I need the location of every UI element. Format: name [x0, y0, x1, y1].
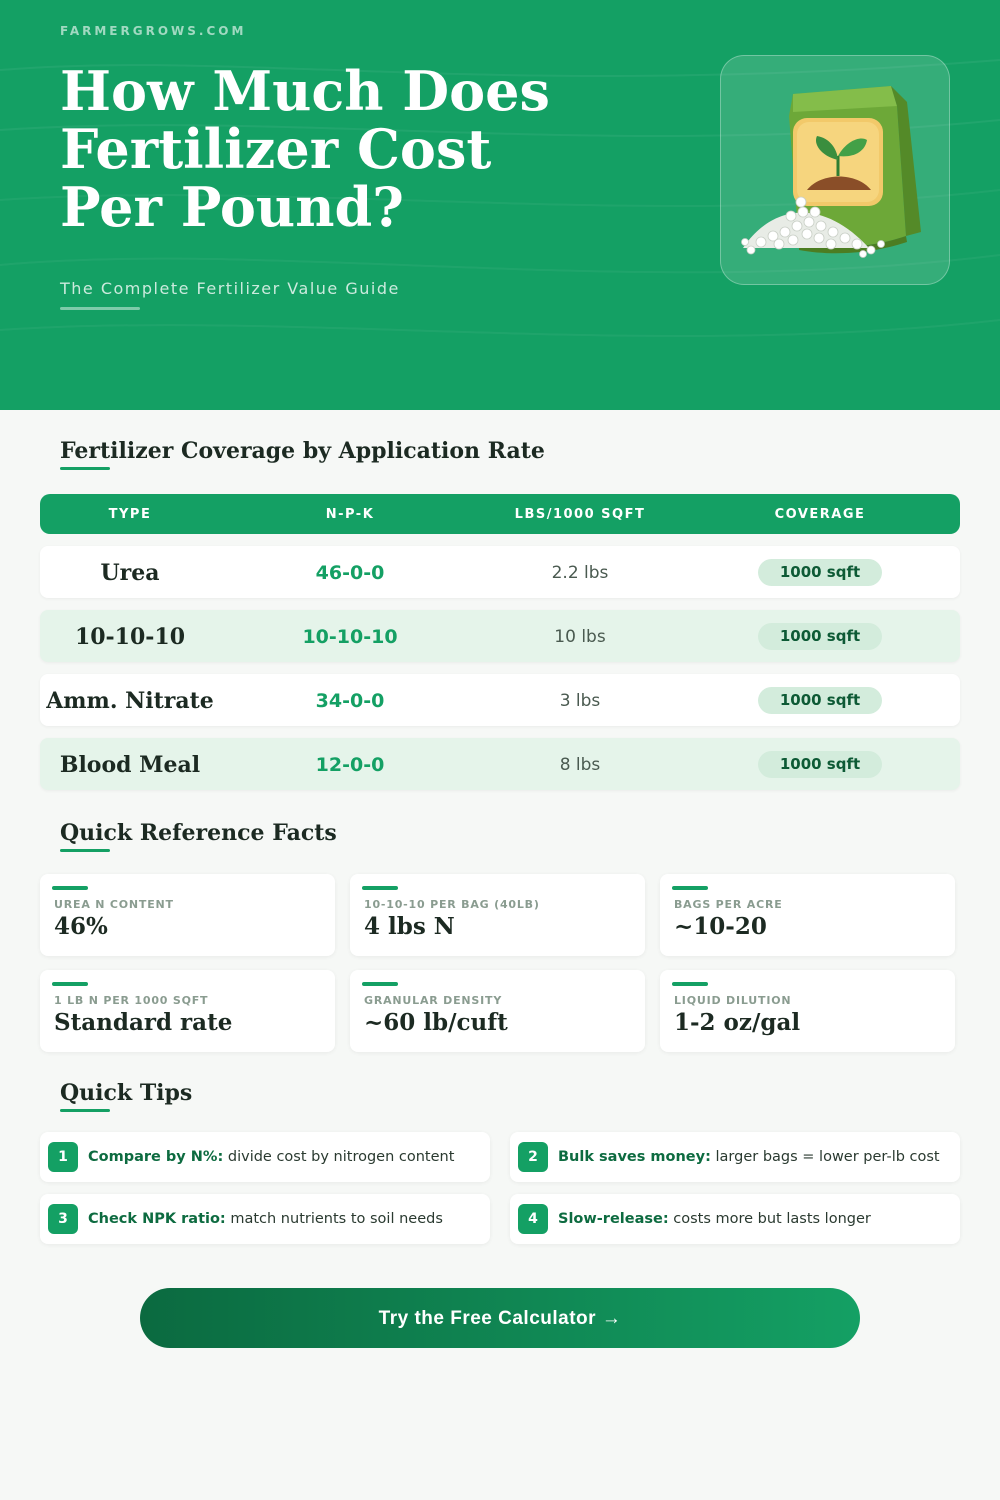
tip-card — [40, 1132, 490, 1182]
tip-number-badge: 3 — [48, 1204, 78, 1234]
coverage-badge: 1000 sqft — [758, 623, 882, 650]
brand-name: FARMERGROWS.COM — [60, 24, 247, 38]
fact-value: 46% — [54, 913, 108, 940]
coverage-section-title: Fertilizer Coverage by Application Rate — [60, 438, 545, 464]
tips-section-title: Quick Tips — [60, 1080, 193, 1106]
fact-label: UREA N CONTENT — [54, 898, 174, 911]
table-row — [40, 546, 960, 598]
fact-card — [660, 874, 955, 956]
table-row — [40, 738, 960, 790]
application-rate: 2.2 lbs — [551, 563, 609, 583]
page-title-line: Fertilizer Cost — [60, 117, 492, 181]
tip-text — [558, 1194, 871, 1244]
coverage-badge: 1000 sqft — [758, 687, 882, 714]
fact-accent-bar — [362, 982, 398, 986]
fact-accent-bar — [362, 886, 398, 890]
fact-label: LIQUID DILUTION — [674, 994, 792, 1007]
fact-card — [40, 970, 335, 1052]
application-rate: 3 lbs — [559, 691, 601, 711]
fertilizer-bag-icon — [721, 56, 951, 286]
npk-value: 10-10-10 — [302, 626, 398, 648]
fertilizer-type: Blood Meal — [59, 752, 201, 778]
coverage-badge: 1000 sqft — [758, 751, 882, 778]
tip-heading: Slow-release: — [558, 1211, 669, 1227]
coverage-badge: 1000 sqft — [758, 559, 882, 586]
section-underline — [60, 1109, 110, 1112]
fact-label: BAGS PER ACRE — [674, 898, 783, 911]
npk-value: 34-0-0 — [315, 690, 385, 712]
page-title — [60, 59, 620, 239]
fact-value: 1-2 oz/gal — [674, 1009, 801, 1036]
tip-text — [558, 1132, 940, 1182]
tip-number-badge: 1 — [48, 1142, 78, 1172]
column-header-coverage: COVERAGE — [774, 507, 866, 522]
fact-value: Standard rate — [54, 1009, 233, 1036]
fact-card — [660, 970, 955, 1052]
fact-accent-bar — [52, 982, 88, 986]
hero-icon-container — [720, 55, 950, 285]
fact-card — [350, 970, 645, 1052]
fact-label: 1 LB N PER 1000 SQFT — [54, 994, 209, 1007]
page-subtitle: The Complete Fertilizer Value Guide — [60, 279, 400, 298]
section-underline — [60, 849, 110, 852]
page-title-line: Per Pound? — [60, 175, 404, 239]
fact-value: ~10-20 — [674, 913, 767, 940]
page-title-line: How Much Does — [60, 59, 550, 123]
column-header-npk: N-P-K — [325, 507, 375, 522]
fact-accent-bar — [52, 886, 88, 890]
tip-body: larger bags = lower per-lb cost — [710, 1149, 940, 1165]
tip-body: divide cost by nitrogen content — [223, 1149, 455, 1165]
facts-section-title: Quick Reference Facts — [60, 820, 337, 846]
fact-card — [40, 874, 335, 956]
tip-heading: Bulk saves money: — [558, 1149, 711, 1165]
fact-label: GRANULAR DENSITY — [364, 994, 503, 1007]
free-calculator-button[interactable]: Try the Free Calculator → — [140, 1288, 860, 1348]
tip-card — [510, 1194, 960, 1244]
coverage-table-header — [40, 494, 960, 534]
tip-heading: Compare by N%: — [88, 1149, 224, 1165]
tip-text — [88, 1132, 454, 1182]
hero-banner — [0, 0, 1000, 410]
tip-number-badge: 4 — [518, 1204, 548, 1234]
tip-heading: Check NPK ratio: — [88, 1211, 226, 1227]
tip-card — [40, 1194, 490, 1244]
fact-label: 10-10-10 PER BAG (40LB) — [364, 898, 540, 911]
table-row — [40, 674, 960, 726]
fact-card — [350, 874, 645, 956]
tip-card — [510, 1132, 960, 1182]
application-rate: 10 lbs — [554, 627, 606, 647]
tip-number-badge: 2 — [518, 1142, 548, 1172]
column-header-rate: LBS/1000 SQFT — [514, 507, 646, 522]
tip-body: match nutrients to soil needs — [225, 1211, 443, 1227]
fact-value: ~60 lb/cuft — [364, 1009, 508, 1036]
npk-value: 46-0-0 — [315, 562, 385, 584]
subtitle-underline — [60, 307, 140, 310]
fact-accent-bar — [672, 886, 708, 890]
npk-value: 12-0-0 — [315, 754, 385, 776]
table-row — [40, 610, 960, 662]
fact-accent-bar — [672, 982, 708, 986]
application-rate: 8 lbs — [559, 755, 601, 775]
fertilizer-type: Amm. Nitrate — [46, 688, 214, 714]
fact-value: 4 lbs N — [364, 913, 455, 940]
tip-body: costs more but lasts longer — [668, 1211, 871, 1227]
section-underline — [60, 467, 110, 470]
tip-text — [88, 1194, 443, 1244]
fertilizer-type: Urea — [100, 560, 160, 586]
fertilizer-type: 10-10-10 — [74, 624, 186, 650]
column-header-type: TYPE — [108, 507, 152, 522]
